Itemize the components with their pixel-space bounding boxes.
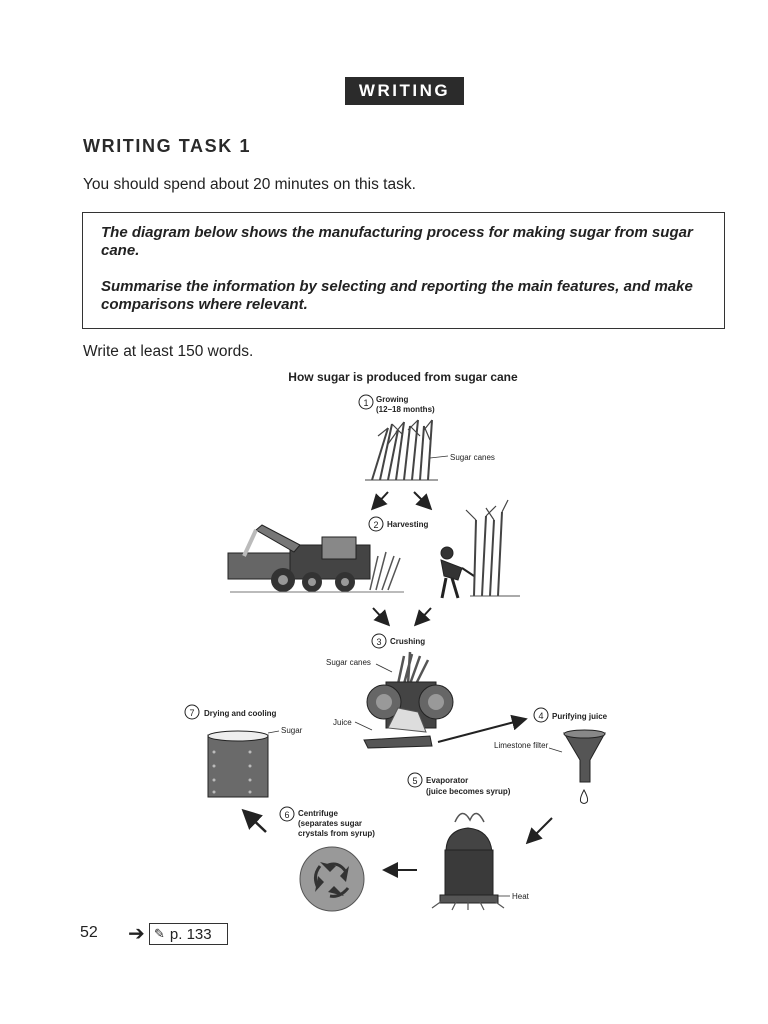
step-1-sublabel: (12–18 months) bbox=[376, 405, 435, 414]
step-6-label: Centrifuge bbox=[298, 809, 338, 818]
crusher-canes-leader-line bbox=[376, 664, 392, 672]
step-6-sublabel: (separates sugar bbox=[298, 819, 363, 828]
step-2-harvesting bbox=[369, 517, 428, 531]
step-1-label: Growing bbox=[376, 395, 409, 404]
pencil-icon: ✎ bbox=[154, 926, 165, 941]
sugar-label: Sugar bbox=[281, 726, 303, 735]
page-reference: p. 133 bbox=[169, 925, 212, 943]
step-6-number: 6 bbox=[284, 810, 290, 820]
section-banner: WRITING bbox=[345, 77, 464, 105]
arrow-crushing-to-purifying bbox=[438, 720, 522, 742]
evaporator-illustration bbox=[432, 813, 504, 910]
step-5-evaporator bbox=[408, 773, 511, 796]
step-3-number: 3 bbox=[376, 637, 382, 647]
sugar-canes-label-1: Sugar canes bbox=[450, 453, 495, 462]
step-7-drying-cooling bbox=[185, 705, 277, 719]
prompt-line-1: The diagram below shows the manufacturing process for making sugar from sugar cane. bbox=[101, 224, 693, 259]
limestone-filter-label: Limestone filter bbox=[494, 741, 549, 750]
step-5-sublabel: (juice becomes syrup) bbox=[426, 787, 511, 796]
centrifuge-illustration bbox=[300, 847, 364, 911]
prompt-line-2: Summarise the information by selecting and reporting the main features, and make comparisons where relevant. bbox=[101, 278, 693, 313]
drying-drum-illustration bbox=[208, 731, 268, 797]
sugar-canes-label-3: Sugar canes bbox=[326, 658, 371, 667]
filter-funnel-illustration bbox=[564, 730, 605, 804]
arrow-worker-to-crushing bbox=[418, 608, 431, 622]
arrow-growing-to-tractor bbox=[375, 492, 388, 506]
step-6-centrifuge bbox=[280, 807, 375, 838]
page-number: 52 bbox=[80, 924, 98, 941]
sugar-canes-leader-line bbox=[430, 456, 448, 458]
step-1-number: 1 bbox=[363, 398, 369, 408]
step-7-label: Drying and cooling bbox=[204, 709, 277, 718]
step-4-purifying bbox=[534, 708, 608, 722]
arrow-purifying-to-evaporator bbox=[530, 818, 552, 840]
task-instruction: You should spend about 20 minutes on this task. bbox=[83, 176, 416, 193]
arrow-growing-to-worker bbox=[414, 492, 428, 506]
juice-leader-line bbox=[355, 722, 372, 730]
step-2-label: Harvesting bbox=[387, 520, 429, 529]
step-6-sublabel-2: crystals from syrup) bbox=[298, 829, 375, 838]
step-7-number: 7 bbox=[189, 708, 195, 718]
juice-label: Juice bbox=[333, 718, 352, 727]
arrow-tractor-to-crushing bbox=[373, 608, 386, 622]
heat-label: Heat bbox=[512, 892, 529, 901]
step-1-growing bbox=[359, 395, 435, 414]
diagram-title: How sugar is produced from sugar cane bbox=[288, 370, 518, 384]
page-reference-box bbox=[149, 923, 228, 945]
sugar-cane-field-illustration bbox=[365, 420, 438, 480]
arrow-centrifuge-to-drying bbox=[247, 814, 266, 832]
step-2-number: 2 bbox=[373, 520, 379, 530]
step-3-label: Crushing bbox=[390, 637, 426, 646]
sugar-leader-line bbox=[268, 731, 279, 733]
limestone-leader-line bbox=[549, 748, 562, 752]
step-3-crushing bbox=[372, 634, 425, 648]
worker-cutting-cane-illustration bbox=[441, 500, 520, 598]
step-5-label: Evaporator bbox=[426, 776, 469, 785]
word-count-instruction: Write at least 150 words. bbox=[83, 343, 254, 360]
step-4-label: Purifying juice bbox=[552, 712, 608, 721]
crushing-machine-illustration bbox=[364, 652, 453, 748]
step-4-number: 4 bbox=[538, 711, 544, 721]
task-title: WRITING TASK 1 bbox=[83, 136, 252, 156]
harvester-tractor-illustration bbox=[228, 525, 404, 592]
step-5-number: 5 bbox=[412, 776, 418, 786]
arrow-right-icon: ➔ bbox=[128, 923, 145, 945]
